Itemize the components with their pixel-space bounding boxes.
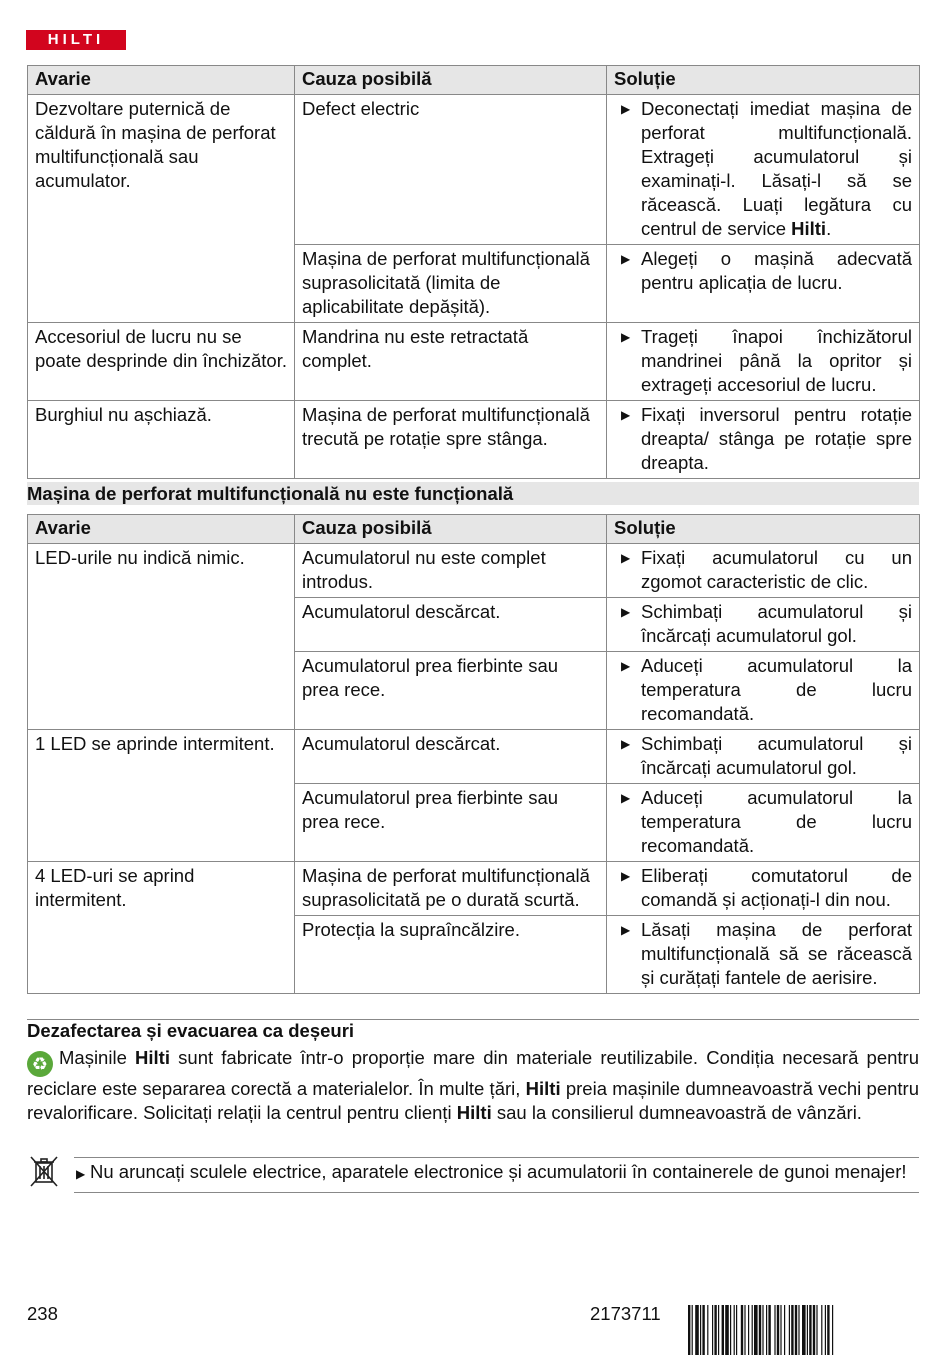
solutie-text: Schimbați acumulatorul și încărcați acumulatorul gol. [641, 601, 912, 646]
barcode-bar [809, 1305, 811, 1355]
barcode-bar [832, 1305, 833, 1355]
barcode-bar [759, 1305, 761, 1355]
barcode-bar [714, 1305, 716, 1355]
cauza-cell: Mașina de perforat multifuncțională suprasolicitată (limita de aplicabilitate depășită). [295, 245, 607, 323]
hilti-brand-text: Hilti [135, 1047, 170, 1068]
cauza-cell: Mandrina nu este retractată complet. [295, 323, 607, 401]
barcode-bar [762, 1305, 763, 1355]
arrow-right-icon: ▶ [621, 869, 631, 883]
barcode-bar [707, 1305, 708, 1355]
table-header-row [28, 66, 920, 95]
avarie-cell: Burghiul nu așchiază. [28, 401, 295, 479]
barcode-bar [774, 1305, 775, 1355]
recycle-icon: ♻ [27, 1051, 53, 1077]
barcode-bar [692, 1305, 693, 1355]
cauza-cell: Defect electric [295, 95, 607, 245]
header-cauza: Cauza posibilă [295, 66, 607, 95]
header-avarie: Avarie [28, 515, 295, 544]
solutie-text: Schimbați acumulatorul și încărcați acumulatorul gol. [641, 733, 912, 778]
barcode-bar [744, 1305, 745, 1355]
barcode-bar [798, 1305, 799, 1355]
barcode-bar [813, 1305, 815, 1355]
barcode-bar [807, 1305, 808, 1355]
arrow-right-icon: ▶ [621, 408, 631, 422]
barcode-bar [712, 1305, 713, 1355]
cauza-cell: Mașina de perforat multifuncțională suprasolicitată pe o durată scurtă. [295, 862, 607, 916]
solutie-cell [607, 916, 920, 994]
barcode-bar [789, 1305, 790, 1355]
cauza-cell: Mașina de perforat multifuncțională trecută pe rotație spre stânga. [295, 401, 607, 479]
solutie-text: Aduceți acumulatorul la temperatura de lucru recomandată. [641, 655, 912, 724]
troubleshooting-table-1 [27, 65, 920, 479]
arrow-right-icon: ▶ [621, 605, 631, 619]
barcode-bar [780, 1305, 781, 1355]
barcode-bar [784, 1305, 785, 1355]
table-row [28, 862, 920, 916]
solutie-text: Fixați acumulatorul cu un zgomot caracteristic de clic. [641, 547, 912, 592]
cauza-cell: Acumulatorul nu este complet introdus. [295, 544, 607, 598]
barcode-bar [791, 1305, 793, 1355]
arrow-right-icon: ▶ [621, 252, 631, 266]
solutie-cell [607, 784, 920, 862]
cauza-cell: Protecția la supraîncălzire. [295, 916, 607, 994]
barcode-bar [725, 1305, 729, 1355]
barcode-bar [802, 1305, 806, 1355]
barcode-bar [700, 1305, 701, 1355]
header-solutie: Soluție [607, 66, 920, 95]
table-row [28, 95, 920, 245]
solutie-cell [607, 245, 920, 323]
solutie-text: Fixați inversorul pentru rotație dreapta/ stânga pe rotație spre dreapta. [641, 404, 912, 473]
arrow-right-icon: ▶ [621, 923, 631, 937]
arrow-right-icon: ▶ [76, 1167, 86, 1181]
document-number: 2173711 [590, 1303, 661, 1324]
table-row [28, 323, 920, 401]
solutie-cell [607, 323, 920, 401]
hilti-brand-text: Hilti [791, 218, 827, 239]
warning-text: Nu aruncați sculele electrice, aparatele electronice și acumulatorii în containerele de gunoi menajer! [90, 1161, 907, 1182]
cauza-cell: Acumulatorul descărcat. [295, 598, 607, 652]
barcode-bar [754, 1305, 758, 1355]
hilti-logo: HILTI [26, 30, 126, 50]
disposal-title: Dezafectarea și evacuarea ca deșeuri [27, 1020, 355, 1041]
section-title: Mașina de perforat multifuncțională nu este funcțională [27, 482, 919, 505]
barcode-bar [688, 1305, 690, 1355]
barcode-bar [702, 1305, 704, 1355]
barcode-bar [766, 1305, 767, 1355]
troubleshooting-table-2 [27, 514, 920, 994]
arrow-right-icon: ▶ [621, 659, 631, 673]
disposal-text: sunt fabricate într-o proporție mare din materiale reutilizabile. Condiția necesară pentru reciclare este separarea corectă a materialelor. În multe țări, [27, 1047, 920, 1099]
hilti-brand-text: Hilti [525, 1078, 561, 1099]
arrow-right-icon: ▶ [621, 551, 631, 565]
barcode-bar [718, 1305, 719, 1355]
solutie-text: Aduceți acumulatorul la temperatura de lucru recomandată. [641, 787, 912, 856]
solutie-cell [607, 95, 920, 245]
disposal-text: preia mașinile dumneavoastră vechi pentru revalorificare. Solicitați relații la centrul pentru clienți [27, 1078, 919, 1123]
disposal-warning [74, 1157, 919, 1193]
solutie-text: Alegeți o mașină adecvată pentru aplicația de lucru. [641, 248, 912, 293]
disposal-text: sau la consilierul dumneavoastră de vânzări. [491, 1102, 862, 1123]
cauza-cell: Acumulatorul prea fierbinte sau prea rece. [295, 652, 607, 730]
barcode-bar [741, 1305, 743, 1355]
solutie-cell [607, 544, 920, 598]
table-row [28, 730, 920, 784]
arrow-right-icon: ▶ [621, 791, 631, 805]
barcode-bar [748, 1305, 749, 1355]
solutie-cell [607, 598, 920, 652]
solutie-text: Eliberați comutatorul de comandă și acționați-l din nou. [641, 865, 912, 910]
barcode-bar [736, 1305, 737, 1355]
table-row [28, 544, 920, 598]
arrow-right-icon: ▶ [621, 330, 631, 344]
disposal-text: Mașinile [59, 1047, 136, 1068]
disposal-paragraph [27, 1046, 919, 1125]
avarie-cell: 4 LED-uri se aprind intermitent. [28, 862, 295, 994]
table-header-row [28, 515, 920, 544]
solutie-cell [607, 652, 920, 730]
header-cauza: Cauza posibilă [295, 515, 607, 544]
barcode-bar [777, 1305, 779, 1355]
barcode-bar [730, 1305, 731, 1355]
barcode-bar [816, 1305, 817, 1355]
solutie-text: Deconectați imediat mașina de perforat multifuncțională. Extrageți acumulatorul și examinați-l. Lăsați-l să se răcească. Luați legătura cu centrul de service [641, 98, 912, 239]
arrow-right-icon: ▶ [621, 737, 631, 751]
arrow-right-icon: ▶ [621, 102, 631, 116]
solutie-cell [607, 862, 920, 916]
solutie-cell [607, 730, 920, 784]
cauza-cell: Acumulatorul descărcat. [295, 730, 607, 784]
solutie-text: Lăsați mașina de perforat multifuncțională să se răcească și curățați fantele de aerisire. [641, 919, 912, 988]
solutie-text-end: . [826, 218, 832, 239]
solutie-cell [607, 401, 920, 479]
avarie-cell: Dezvoltare puternică de căldură în mașina de perforat multifuncțională sau acumulator. [28, 95, 295, 323]
barcode-bar [722, 1305, 724, 1355]
crossed-bin-icon [27, 1154, 61, 1188]
barcode-bar [795, 1305, 797, 1355]
barcode-bar [695, 1305, 699, 1355]
solutie-text: Trageți înapoi închizătorul mandrinei până la opritor și extrageți accesoriul de lucru. [641, 326, 912, 395]
header-solutie: Soluție [607, 515, 920, 544]
barcode-bar [825, 1305, 826, 1355]
barcode-bar [821, 1305, 822, 1355]
barcode-bar [734, 1305, 735, 1355]
cauza-cell: Acumulatorul prea fierbinte sau prea rece. [295, 784, 607, 862]
page-number: 238 [27, 1303, 58, 1324]
table-row [28, 401, 920, 479]
barcode-bar [827, 1305, 829, 1355]
header-avarie: Avarie [28, 66, 295, 95]
avarie-cell: LED-urile nu indică nimic. [28, 544, 295, 730]
barcode-bar [752, 1305, 753, 1355]
barcode [688, 1305, 919, 1355]
avarie-cell: Accesoriul de lucru nu se poate desprinde din închizător. [28, 323, 295, 401]
barcode-bar [768, 1305, 770, 1355]
avarie-cell: 1 LED se aprinde intermitent. [28, 730, 295, 862]
hilti-brand-text: Hilti [456, 1102, 492, 1123]
